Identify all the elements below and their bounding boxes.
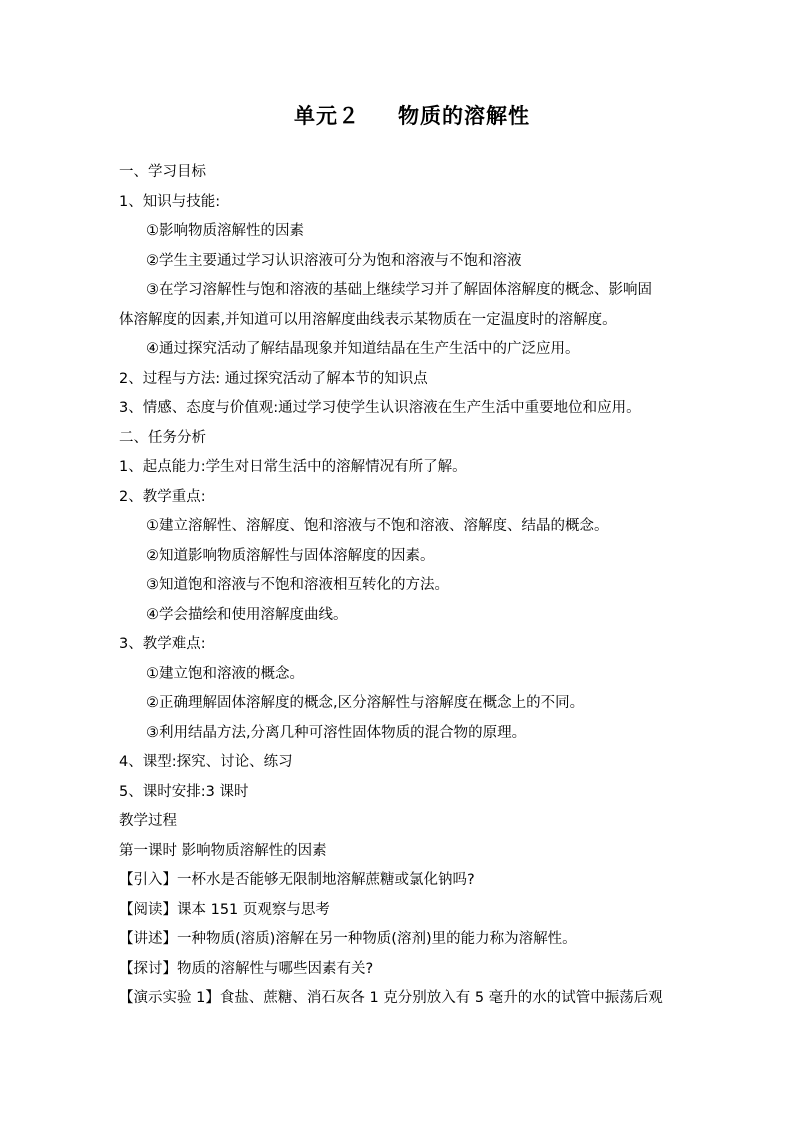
list-item: ①建立溶解性、溶解度、饱和溶液与不饱和溶液、溶解度、结晶的概念。 — [146, 518, 609, 534]
list-item: ②学生主要通过学习认识溶液可分为饱和溶液与不饱和溶液 — [146, 252, 522, 269]
subsection-heading: 1、知识与技能: — [119, 193, 221, 210]
list-item: ④学会描绘和使用溶解度曲线。 — [146, 606, 348, 623]
lesson-step: 【阅读】课本 151 页观察与思考 — [119, 901, 330, 918]
subsection-heading: 3、情感、态度与价值观:通过学习使学生认识溶液在生产生活中重要地位和应用。 — [119, 400, 641, 416]
list-item: ①建立饱和溶液的概念。 — [146, 665, 304, 682]
lesson-heading: 第一课时 影响物质溶解性的因素 — [119, 842, 327, 859]
subsection-heading: 1、起点能力:学生对日常生活中的溶解情况有所了解。 — [119, 459, 467, 475]
list-item-continuation: 体溶解度的因素,并知道可以用溶解度曲线表示某物质在一定温度时的溶解度。 — [119, 311, 617, 328]
section-heading: 教学过程 — [119, 813, 177, 829]
section-heading: 二、任务分析 — [119, 429, 206, 446]
lesson-step: 【演示实验 1】食盐、蔗糖、消石灰各 1 克分别放入有 5 毫升的水的试管中振荡后观 — [119, 990, 663, 1006]
page-title — [0, 100, 794, 132]
list-item: ②知道影响物质溶解性与固体溶解度的因素。 — [146, 547, 435, 564]
list-item: ④通过探究活动了解结晶现象并知道结晶在生产生活中的广泛应用。 — [146, 341, 580, 357]
title-topic: 物质的溶解性 — [398, 104, 530, 128]
document-body — [119, 158, 719, 1014]
list-item: ③知道饱和溶液与不饱和溶液相互转化的方法。 — [146, 577, 449, 593]
lesson-step: 【探讨】物质的溶解性与哪些因素有关? — [119, 960, 374, 977]
lesson-step: 【引入】一杯水是否能够无限制地溶解蔗糖或氯化钠吗? — [119, 872, 475, 888]
title-unit: 单元２ — [294, 104, 360, 128]
list-item: ②正确理解固体溶解度的概念,区分溶解性与溶解度在概念上的不同。 — [146, 695, 585, 711]
lesson-step: 【讲述】一种物质(溶质)溶解在另一种物质(溶剂)里的能力称为溶解性。 — [119, 931, 577, 947]
subsection-heading: 4、课型:探究、讨论、练习 — [119, 754, 293, 770]
section-heading: 一、学习目标 — [119, 164, 206, 180]
list-item: ③在学习溶解性与饱和溶液的基础上继续学习并了解固体溶解度的概念、影响固 — [146, 282, 652, 298]
subsection-heading: 2、教学重点: — [119, 488, 206, 505]
list-item: ③利用结晶方法,分离几种可溶性固体物质的混合物的原理。 — [146, 724, 527, 741]
subsection-heading: 3、教学难点: — [119, 636, 206, 652]
list-item: ①影响物质溶解性的因素 — [146, 223, 304, 239]
subsection-heading: 2、过程与方法: 通过探究活动了解本节的知识点 — [119, 370, 428, 387]
subsection-heading: 5、课时安排:3 课时 — [119, 783, 249, 800]
